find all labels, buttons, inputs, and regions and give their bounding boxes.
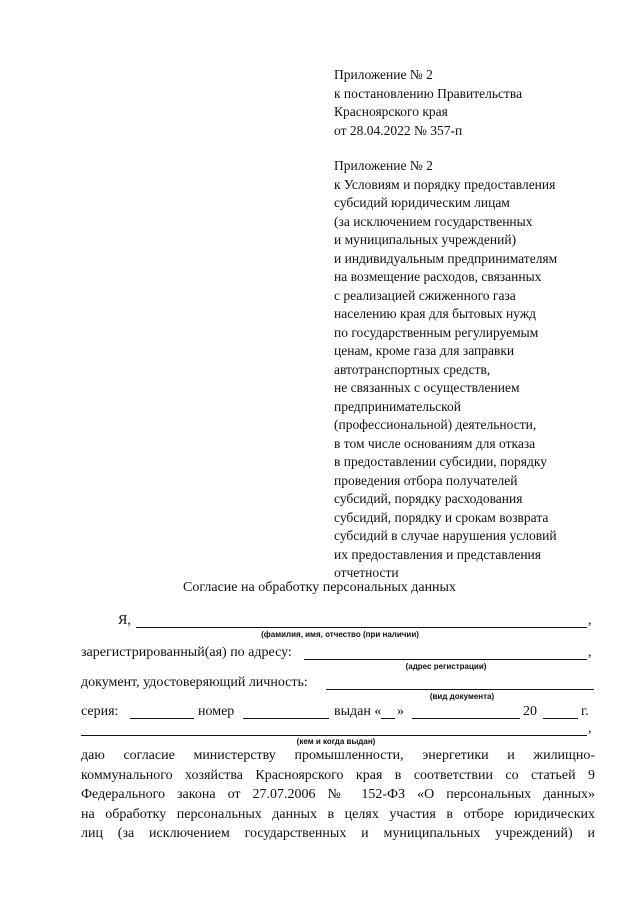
issue-month-field[interactable] <box>412 718 520 719</box>
registered-label: зарегистрированный(ая) по адресу: <box>81 645 292 660</box>
appendix-line: и индивидуальным предпринимателям <box>334 250 558 266</box>
appendix-line: в предоставлении субсидии, порядку <box>334 454 547 469</box>
appendix-line: автотранспортных средств, <box>334 361 491 377</box>
appendix-line: предпринимательской <box>334 398 462 414</box>
spacer <box>334 140 624 157</box>
appendix-line: к Условиям и порядку предоставления <box>334 176 556 192</box>
year-prefix: 20 <box>523 704 537 719</box>
appendix-line: к постановлению Правительства <box>334 85 523 101</box>
appendix-line: населению края для бытовых нужд <box>334 306 537 321</box>
consent-line: на обработку персональных данных в целях участия в отборе юридических <box>81 806 595 822</box>
appendix-header <box>334 66 624 583</box>
appendix-line: в том числе основаниям для отказа <box>334 435 536 451</box>
appendix-line: их предоставления и представления <box>334 546 541 562</box>
issued-by-hint: (кем и когда выдан) <box>296 737 376 746</box>
number-field[interactable] <box>243 718 329 719</box>
document-type-field[interactable] <box>326 689 594 690</box>
consent-line: даю согласие министерству промышленности, энергетики и жилищно- <box>81 748 595 763</box>
appendix-line: субсидий в случае нарушения условий <box>334 528 557 543</box>
appendix-line: отчетности <box>334 565 399 580</box>
appendix-line: субсидий, порядку расходования <box>334 491 523 506</box>
appendix-line: по государственным регулируемым <box>334 324 539 340</box>
comma: , <box>588 613 592 628</box>
year-suffix: г. <box>581 704 589 719</box>
appendix-line: Красноярского края <box>334 104 448 119</box>
appendix-line: Приложение № 2 <box>334 158 433 173</box>
appendix-line: от 28.04.2022 № 357-п <box>334 122 463 138</box>
consent-paragraph <box>81 746 595 844</box>
comma: , <box>588 645 592 660</box>
issued-label: выдан « <box>334 704 382 719</box>
issued-by-field[interactable] <box>81 735 587 736</box>
address-field[interactable] <box>304 659 587 660</box>
appendix-line: субсидий юридическим лицам <box>334 195 510 210</box>
appendix-line: с реализацией сжиженного газа <box>334 287 516 303</box>
appendix-line: Приложение № 2 <box>334 67 433 82</box>
fio-hint: (фамилия, имя, отчество (при наличии) <box>261 630 419 639</box>
number-label: номер <box>198 704 235 719</box>
appendix-line: на возмещение расходов, связанных <box>334 269 542 284</box>
comma: , <box>588 721 592 736</box>
appendix-line: и муниципальных учреждений) <box>334 232 517 247</box>
consent-line: Федерального закона от 27.07.2006 № 152-ФЗ «О персональных данных» <box>81 787 595 802</box>
ya-label: Я, <box>118 613 131 628</box>
appendix-line: (профессиональной) деятельности, <box>334 417 537 432</box>
consent-line: коммунального хозяйства Красноярского края в соответствии со статьей 9 <box>81 767 595 783</box>
series-label: серия: <box>81 704 119 719</box>
issue-year-field[interactable] <box>543 718 578 719</box>
issue-day-field[interactable] <box>381 718 395 719</box>
appendix-line: ценам, кроме газа для заправки <box>334 343 515 358</box>
consent-line: лиц (за исключением государственных и муниципальных учреждений) и <box>81 826 595 841</box>
appendix-block-2 <box>334 157 624 583</box>
quote-close: » <box>397 704 404 719</box>
appendix-line: проведения отбора получателей <box>334 472 518 488</box>
series-field[interactable] <box>130 718 194 719</box>
appendix-line: субсидий, порядку и срокам возврата <box>334 509 549 525</box>
appendix-line: не связанных с осуществлением <box>334 380 520 395</box>
document-title: Согласие на обработку персональных данных <box>183 580 456 595</box>
document-type-hint: (вид документа) <box>429 692 495 701</box>
appendix-block-1 <box>334 66 624 140</box>
fio-field[interactable] <box>136 627 587 628</box>
address-hint: (адрес регистрации) <box>405 662 487 671</box>
document-label: документ, удостоверяющий личность: <box>81 675 308 690</box>
appendix-line: (за исключением государственных <box>334 213 533 229</box>
